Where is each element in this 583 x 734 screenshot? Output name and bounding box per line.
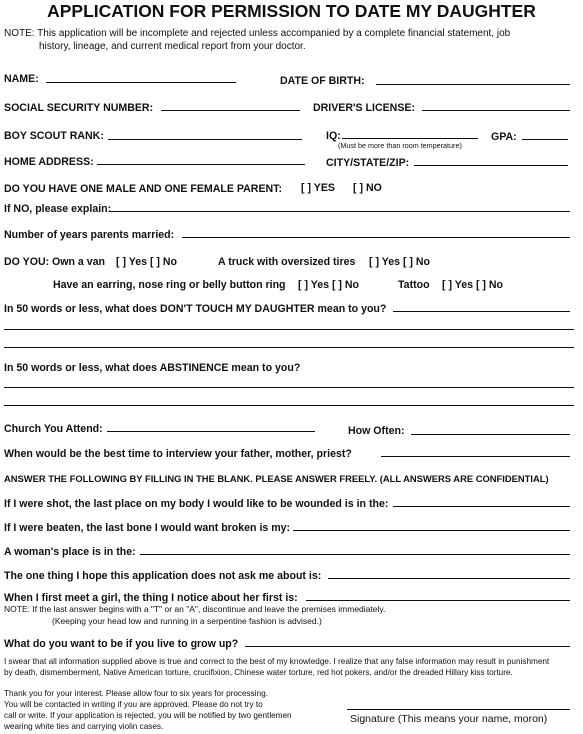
intro-note-line-2: history, lineage, and current medical report from your doctor. <box>39 41 306 52</box>
dont-touch-question: In 50 words or less, what does DON'T TOUCH MY DAUGHTER mean to you? <box>4 303 387 315</box>
truck-label: A truck with oversized tires <box>218 256 356 268</box>
beaten-field[interactable] <box>293 530 570 531</box>
abstinence-question: In 50 words or less, what does ABSTINENCE mean to you? <box>4 362 301 374</box>
womans-place-question: A woman's place is in the: <box>4 546 136 558</box>
scout-rank-label: BOY SCOUT RANK: <box>4 130 104 142</box>
grow-up-field[interactable] <box>245 646 570 647</box>
license-label: DRIVER'S LICENSE: <box>313 102 415 114</box>
church-field[interactable] <box>107 431 315 432</box>
home-address-field[interactable] <box>97 164 305 165</box>
name-field[interactable] <box>46 82 236 83</box>
interview-question: When would be the best time to interview your father, mother, priest? <box>4 448 352 460</box>
womans-place-field[interactable] <box>140 554 570 555</box>
do-you-label: DO YOU: <box>4 256 50 268</box>
tattoo-yes-no[interactable]: [ ] Yes [ ] No <box>442 279 504 291</box>
years-married-field[interactable] <box>182 237 570 238</box>
interview-field[interactable] <box>381 456 570 457</box>
oath-line-2: by death, dismemberment, Native American torture, crucifixion, Chinese water torture, red hot pokers, and/or the dreaded Hillary kiss torture. <box>4 668 513 677</box>
years-married-label: Number of years parents married: <box>4 229 175 241</box>
dob-field[interactable] <box>376 84 570 85</box>
iq-note: (Must be more than room temperature) <box>338 141 462 150</box>
home-address-label: HOME ADDRESS: <box>4 156 94 168</box>
iq-label: IQ: <box>326 130 341 142</box>
grow-up-question: What do you want to be if you live to grow up? <box>4 638 239 650</box>
name-label: NAME: <box>4 73 39 85</box>
scout-rank-field[interactable] <box>108 139 302 140</box>
abstinence-field-1[interactable] <box>4 387 574 388</box>
one-thing-field[interactable] <box>328 578 570 579</box>
closing-line-2: You will be contacted in writing if you are approved. Please do not try to <box>4 700 263 709</box>
dob-label: DATE OF BIRTH: <box>280 75 365 87</box>
ssn-label: SOCIAL SECURITY NUMBER: <box>4 102 154 114</box>
beaten-question: If I were beaten, the last bone I would want broken is my: <box>4 522 291 534</box>
signature-label: Signature (This means your name, moron) <box>350 713 548 725</box>
shot-question: If I were shot, the last place on my body I would like to be wounded is in the: <box>4 498 389 510</box>
gpa-label: GPA: <box>491 131 517 143</box>
dont-touch-field-3[interactable] <box>4 347 574 348</box>
gpa-field[interactable] <box>522 139 568 140</box>
first-meet-question: When I first meet a girl, the thing I notice about her first is: <box>4 592 298 604</box>
first-meet-field[interactable] <box>306 600 570 601</box>
parents-question: DO YOU HAVE ONE MALE AND ONE FEMALE PARENT: <box>4 183 283 195</box>
oath-line-1: I swear that all information supplied above is true and correct to the best of my knowledge. I realize that any false information may result in punishment <box>4 657 550 666</box>
abstinence-field-2[interactable] <box>4 405 574 406</box>
city-label: CITY/STATE/ZIP: <box>326 157 410 169</box>
closing-line-3: call or write. If your application is rejected, you will be notified by two gentlemen <box>4 711 292 720</box>
how-often-field[interactable] <box>411 434 570 435</box>
shot-field[interactable] <box>393 506 570 507</box>
church-label: Church You Attend: <box>4 423 103 435</box>
warning-note-line-2: (Keeping your head low and running in a serpentine fashion is advised.) <box>52 616 322 626</box>
signature-field[interactable] <box>347 709 570 710</box>
explain-label: If NO, please explain: <box>4 203 112 215</box>
city-field[interactable] <box>414 165 568 166</box>
form-title: APPLICATION FOR PERMISSION TO DATE MY DAUGHTER <box>47 1 536 21</box>
iq-field[interactable] <box>342 138 478 139</box>
explain-field[interactable] <box>110 211 570 212</box>
truck-yes-no[interactable]: [ ] Yes [ ] No <box>369 256 431 268</box>
dont-touch-field-1[interactable] <box>393 311 570 312</box>
how-often-label: How Often: <box>348 425 405 437</box>
fill-in-instructions: ANSWER THE FOLLOWING BY FILLING IN THE BLANK. PLEASE ANSWER FREELY. (ALL ANSWERS ARE CONFIDENTIAL) <box>4 473 549 484</box>
dont-touch-field-2[interactable] <box>4 329 574 330</box>
parents-yes-checkbox[interactable]: [ ] YES <box>301 182 335 194</box>
closing-line-1: Thank you for your interest. Please allow four to six years for processing. <box>4 689 268 698</box>
ssn-field[interactable] <box>161 110 300 111</box>
van-yes-no[interactable]: [ ] Yes [ ] No <box>116 256 178 268</box>
intro-note-line-1: NOTE: This application will be incomplete and rejected unless accompanied by a complete financial statement, job <box>4 28 511 39</box>
parents-no-checkbox[interactable]: [ ] NO <box>353 182 382 194</box>
van-label: Own a van <box>52 256 105 268</box>
earring-label: Have an earring, nose ring or belly button ring <box>53 279 286 291</box>
warning-note-line-1: NOTE: If the last answer begins with a "T" or an "A", discontinue and leave the premises immediately. <box>4 604 386 614</box>
closing-line-4: wearing white ties and carrying violin cases. <box>4 722 164 731</box>
earring-yes-no[interactable]: [ ] Yes [ ] No <box>298 279 360 291</box>
license-field[interactable] <box>422 110 570 111</box>
tattoo-label: Tattoo <box>398 279 430 291</box>
one-thing-question: The one thing I hope this application does not ask me about is: <box>4 570 322 582</box>
